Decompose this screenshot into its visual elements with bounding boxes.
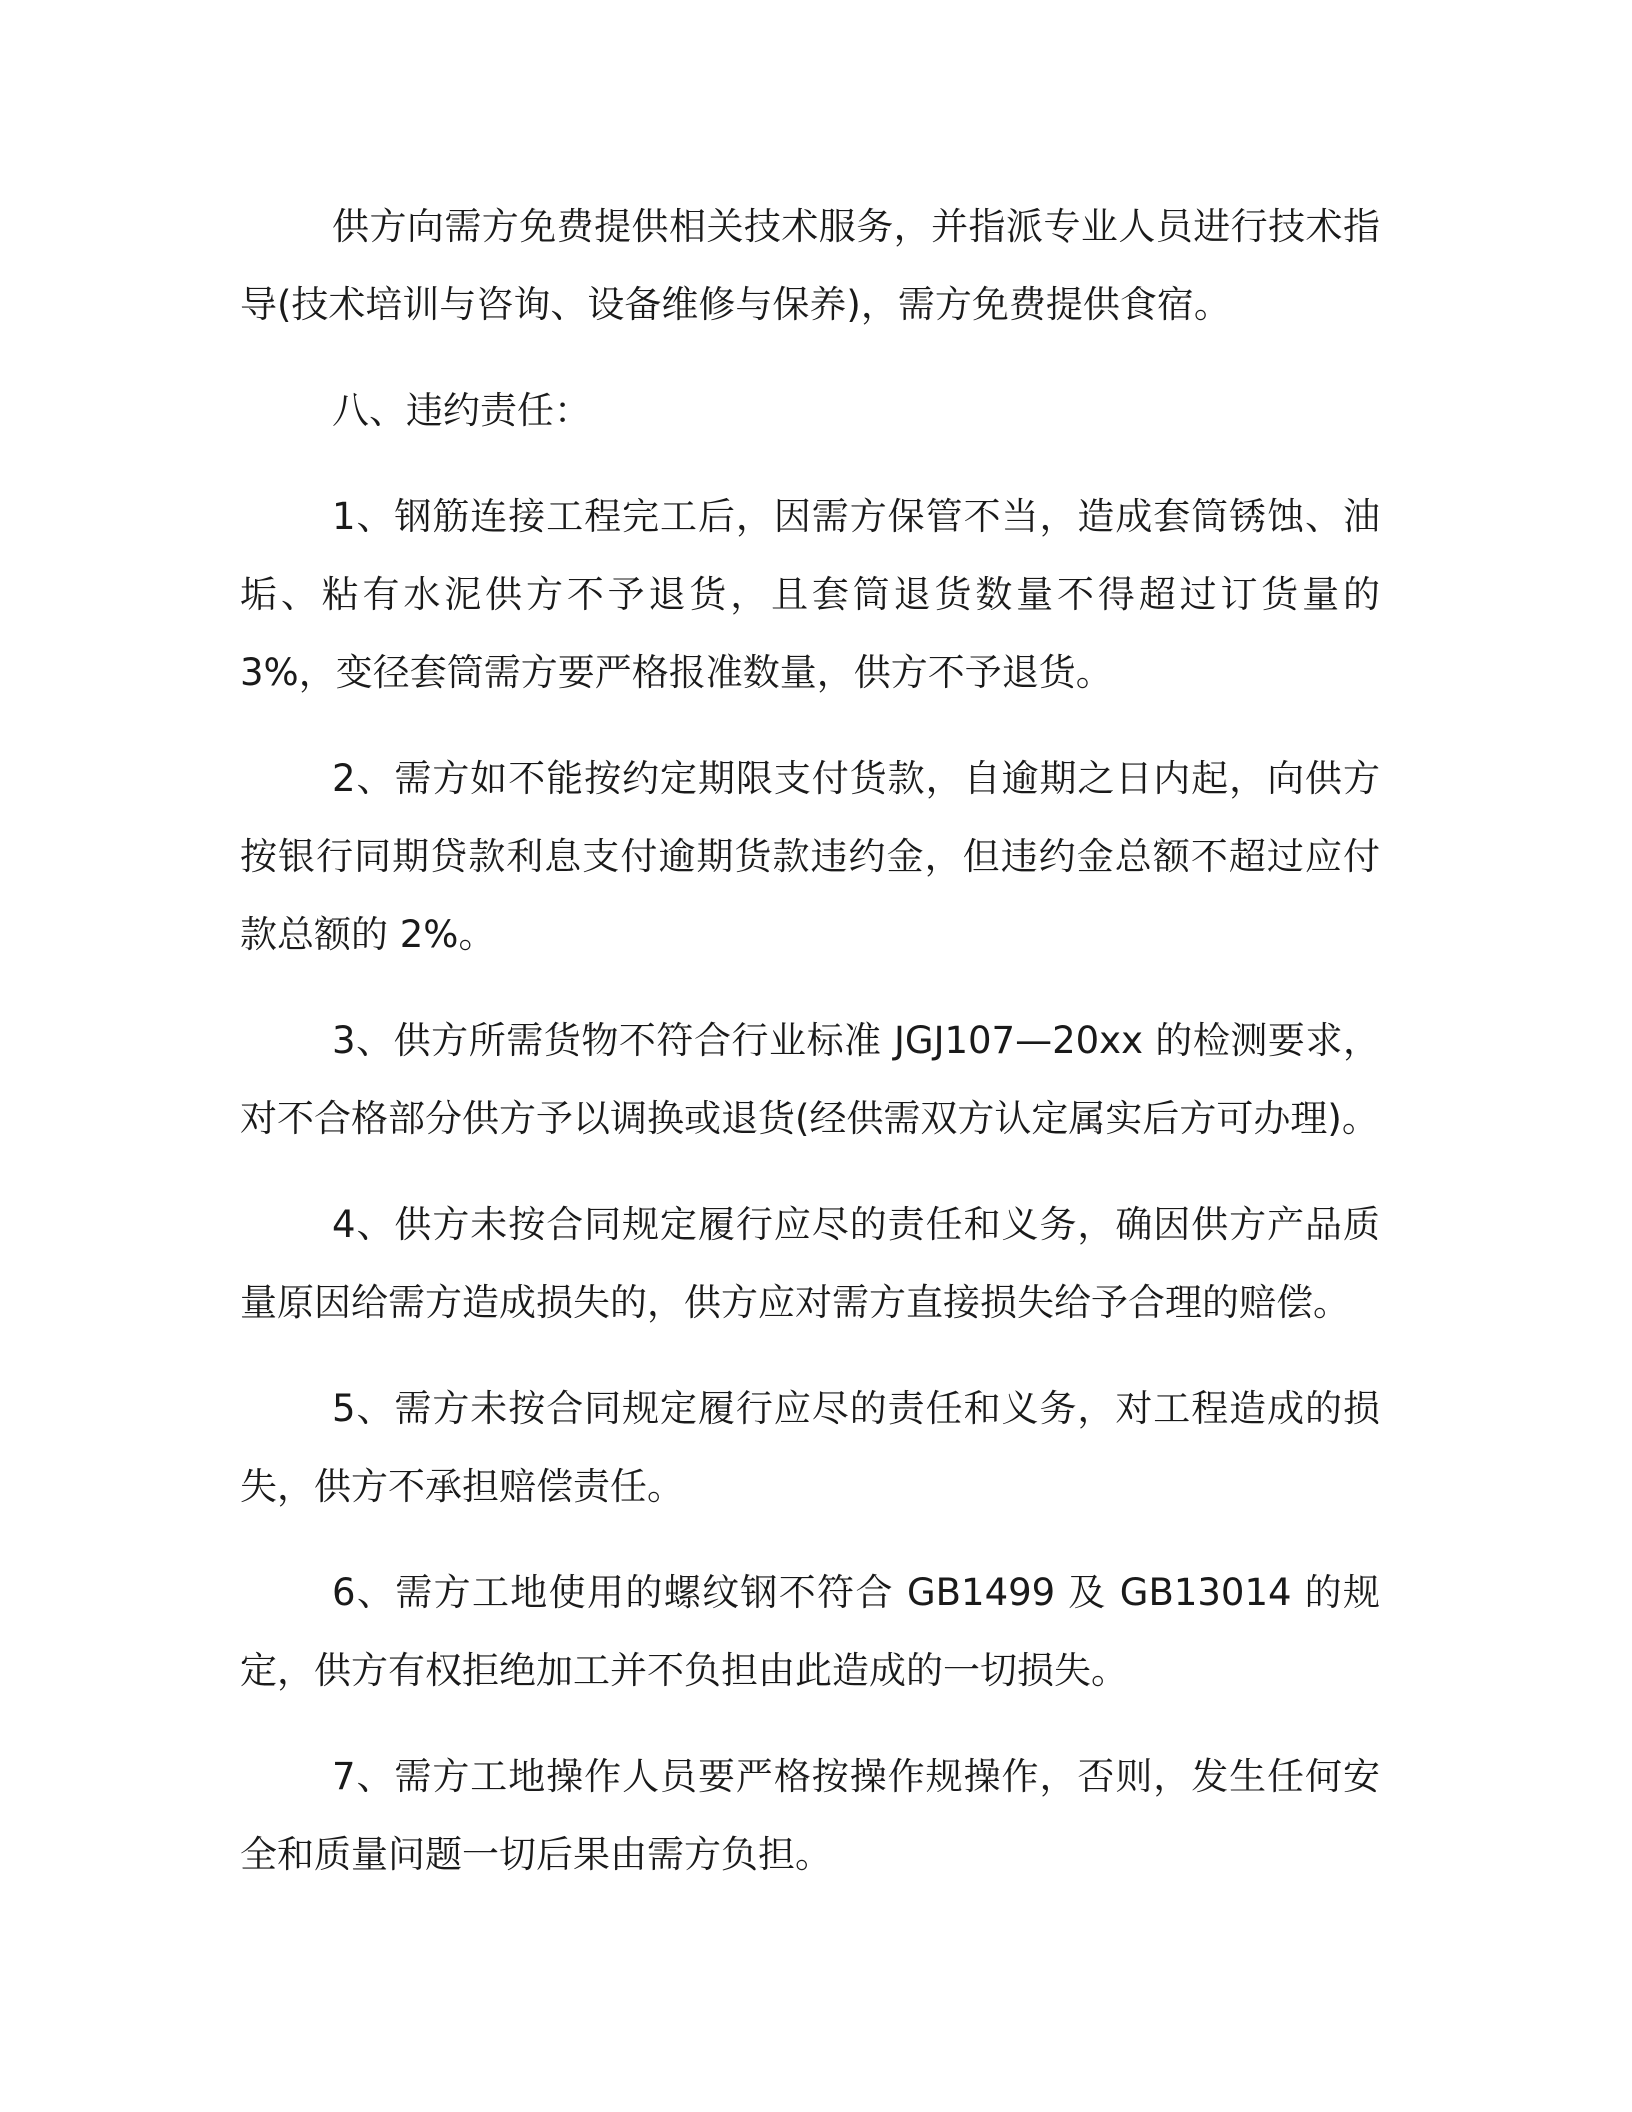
document-body	[240, 188, 1380, 1922]
paragraph-technical-service: 供方向需方免费提供相关技术服务，并指派专业人员进行技术指导(技术培训与咨询、设备维修与保养)，需方免费提供食宿。	[240, 205, 1380, 326]
clause-4: 4、供方未按合同规定履行应尽的责任和义务，确因供方产品质量原因给需方造成损失的，供方应对需方直接损失给予合理的赔偿。	[240, 1203, 1380, 1324]
clause-3: 3、供方所需货物不符合行业标准 JGJ107—20xx 的检测要求，对不合格部分供方予以调换或退货(经供需双方认定属实后方可办理)。	[240, 1019, 1380, 1140]
clause-7: 7、需方工地操作人员要严格按操作规操作，否则，发生任何安全和质量问题一切后果由需方负担。	[240, 1755, 1380, 1876]
clause-1: 1、钢筋连接工程完工后，因需方保管不当，造成套筒锈蚀、油垢、粘有水泥供方不予退货，且套筒退货数量不得超过订货量的 3%，变径套筒需方要严格报准数量，供方不予退货。	[240, 495, 1380, 694]
clause-6: 6、需方工地使用的螺纹钢不符合 GB1499 及 GB13014 的规定，供方有权拒绝加工并不负担由此造成的一切损失。	[240, 1571, 1380, 1692]
section-heading-liability: 八、违约责任：	[332, 389, 591, 432]
clause-5: 5、需方未按合同规定履行应尽的责任和义务，对工程造成的损失，供方不承担赔偿责任。	[240, 1387, 1380, 1508]
clause-2: 2、需方如不能按约定期限支付货款，自逾期之日内起，向供方按银行同期贷款利息支付逾期货款违约金，但违约金总额不超过应付款总额的 2%。	[240, 757, 1380, 956]
